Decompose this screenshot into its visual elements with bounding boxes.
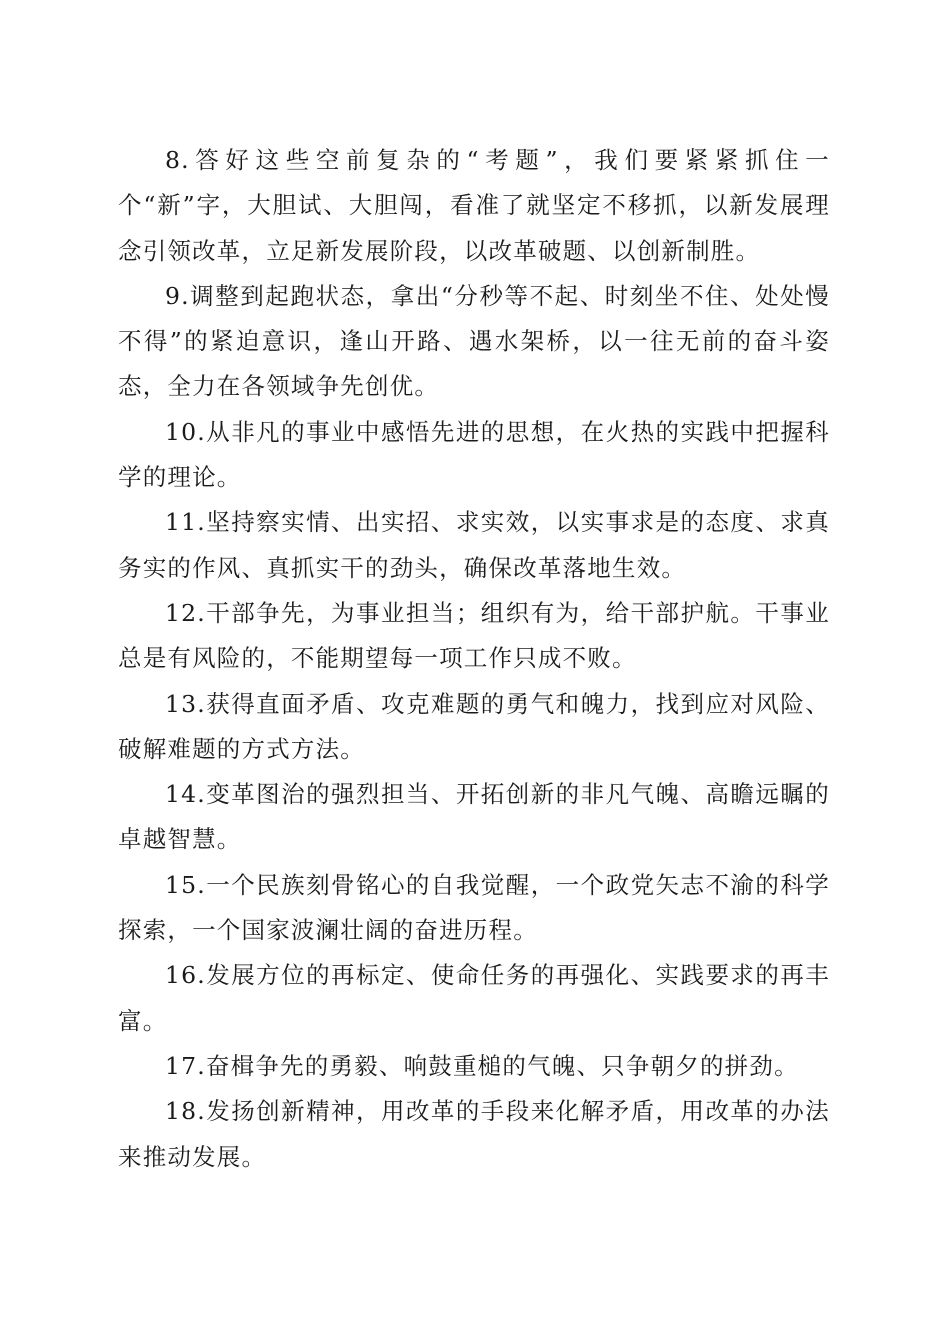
paragraph-14: 14.变革图治的强烈担当、开拓创新的非凡气魄、高瞻远瞩的卓越智慧。 — [118, 780, 830, 854]
paragraph-18: 18.发扬创新精神，用改革的手段来化解矛盾，用改革的办法来推动发展。 — [118, 1097, 830, 1171]
paragraph-17: 17.奋楫争先的勇毅、响鼓重槌的气魄、只争朝夕的拼劲。 — [165, 1051, 799, 1080]
paragraph-12: 12.干部争先，为事业担当；组织有为，给干部护航。干事业总是有风险的，不能期望每一项工作只成不败。 — [118, 598, 830, 673]
paragraph-9: 9.调整到起跑状态，拿出“分秒等不起、时刻坐不住、处处慢不得”的紧迫意识，逢山开路、遇水架桥，以一往无前的奋斗姿态，全力在各领域争先创优。 — [118, 281, 830, 401]
paragraph-8: 8.答好这些空前复杂的“考题”，我们要紧紧抓住一个“新”字，大胆试、大胆闯，看准了就坚定不移抓，以新发展理念引领改革，立足新发展阶段，以改革破题、以创新制胜。 — [118, 146, 830, 265]
paragraph-11: 11.坚持察实情、出实招、求实效，以实事求是的态度、求真务实的作风、真抓实干的劲头，确保改革落地生效。 — [118, 508, 830, 582]
paragraph-15: 15.一个民族刻骨铭心的自我觉醒，一个政党矢志不渝的科学探索，一个国家波澜壮阔的奋进历程。 — [118, 870, 830, 945]
paragraph-16: 16.发展方位的再标定、使命任务的再强化、实践要求的再丰富。 — [118, 961, 830, 1035]
document-body — [118, 138, 830, 1180]
paragraph-10: 10.从非凡的事业中感悟先进的思想，在火热的实践中把握科学的理论。 — [118, 417, 830, 492]
paragraph-13: 13.获得直面矛盾、攻克难题的勇气和魄力，找到应对风险、破解难题的方式方法。 — [118, 689, 830, 763]
